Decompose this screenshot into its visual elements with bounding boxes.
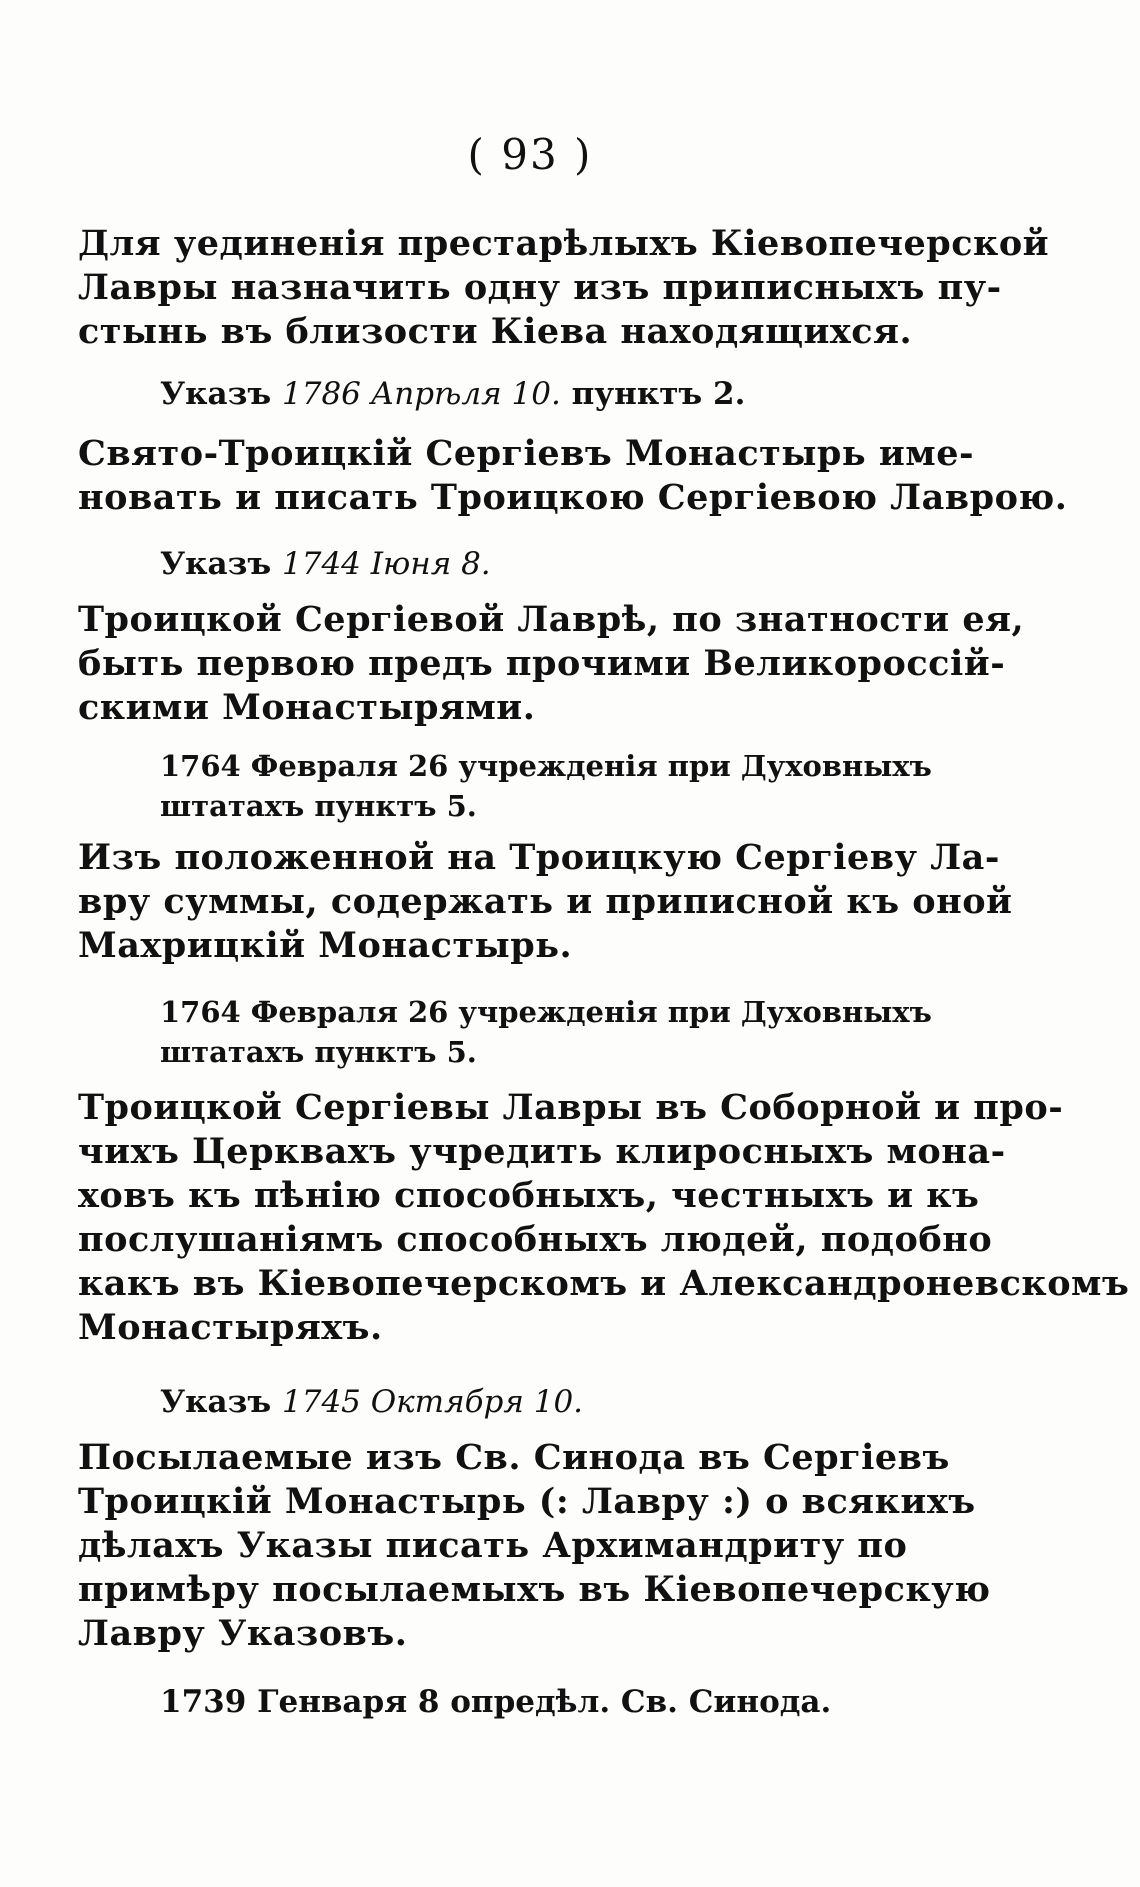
entry-1-reference bbox=[78, 374, 978, 414]
text-line: Для уединенія престарѣлыхъ Кіевопечерской bbox=[78, 223, 1050, 264]
ref-lead: Указъ bbox=[160, 1384, 272, 1420]
entry-1-text bbox=[78, 222, 1050, 354]
text-line: стынь въ близости Кіева находящихся. bbox=[78, 311, 913, 352]
ref-lead: Указъ bbox=[160, 546, 272, 582]
text-line: быть первою предъ прочими Великороссій- bbox=[78, 643, 1006, 684]
entry-6 bbox=[78, 1436, 991, 1656]
text-line: Троицкой Сергіевы Лавры въ Соборной и про- bbox=[78, 1087, 1064, 1128]
entry-5-text bbox=[78, 1086, 1130, 1350]
ref-date: 1745 Октября 10. bbox=[282, 1384, 584, 1420]
text-line: дѣлахъ Указы писать Архимандриту по bbox=[78, 1525, 908, 1566]
ref-plain: 1739 Генваря 8 опредѣл. Св. Синода. bbox=[160, 1684, 832, 1720]
text-line: Лавру Указовъ. bbox=[78, 1613, 408, 1654]
page-number: ( 93 ) bbox=[467, 130, 593, 179]
entry-4 bbox=[78, 836, 1013, 968]
text-line: вру суммы, содержать и приписной къ оной bbox=[78, 881, 1013, 922]
entry-2-text bbox=[78, 432, 1068, 520]
text-line: Свято-Троицкій Сергіевъ Монастырь име- bbox=[78, 433, 974, 474]
text-line: примѣру посылаемыхъ въ Кіевопечерскую bbox=[78, 1569, 991, 1610]
text-line: Изъ положенной на Троицкую Сергіеву Ла- bbox=[78, 837, 1000, 878]
entry-1 bbox=[78, 222, 1050, 354]
entry-3 bbox=[78, 598, 1025, 730]
entry-6-text bbox=[78, 1436, 991, 1656]
entry-5 bbox=[78, 1086, 1130, 1350]
ref-date: 1744 Іюня 8. bbox=[282, 546, 491, 582]
entry-5-reference bbox=[78, 1382, 978, 1422]
ref-lead: Указъ bbox=[160, 376, 272, 412]
entry-2 bbox=[78, 432, 1068, 520]
entry-4-text bbox=[78, 836, 1013, 968]
ref-line: штатахъ пунктъ 5. bbox=[160, 789, 477, 823]
text-line: ховъ къ пѣнію способныхъ, честныхъ и къ bbox=[78, 1175, 980, 1216]
ref-tail: пунктъ 2. bbox=[571, 376, 746, 412]
entry-3-reference bbox=[78, 746, 978, 826]
entry-2-reference bbox=[78, 544, 978, 584]
entry-6-reference bbox=[78, 1682, 978, 1722]
text-line: чихъ Церквахъ учредить клиросныхъ мона- bbox=[78, 1131, 1006, 1172]
text-line: Троицкой Сергіевой Лаврѣ, по знатности ея, bbox=[78, 599, 1025, 640]
text-line: новать и писать Троицкою Сергіевою Лаврою. bbox=[78, 477, 1068, 518]
ref-line: 1764 Февраля 26 учрежденія при Духовныхъ bbox=[160, 749, 932, 783]
text-line: Махрицкій Монастырь. bbox=[78, 925, 573, 966]
ref-date: 1786 Апрѣля 10. bbox=[282, 376, 561, 412]
text-line: скими Монастырями. bbox=[78, 687, 536, 728]
ref-line: 1764 Февраля 26 учрежденія при Духовныхъ bbox=[160, 995, 932, 1029]
text-line: Монастыряхъ. bbox=[78, 1307, 383, 1348]
ref-line: штатахъ пунктъ 5. bbox=[160, 1035, 477, 1069]
text-line: Троицкій Монастырь (: Лавру :) о всякихъ bbox=[78, 1481, 976, 1522]
text-line: послушаніямъ способныхъ людей, подобно bbox=[78, 1219, 993, 1260]
text-line: Лавры назначить одну изъ приписныхъ пу- bbox=[78, 267, 1002, 308]
entry-3-text bbox=[78, 598, 1025, 730]
text-line: Посылаемые изъ Св. Синода въ Сергіевъ bbox=[78, 1437, 950, 1478]
entry-4-reference bbox=[78, 992, 978, 1072]
text-line: какъ въ Кіевопечерскомъ и Александроневскомъ bbox=[78, 1263, 1130, 1304]
